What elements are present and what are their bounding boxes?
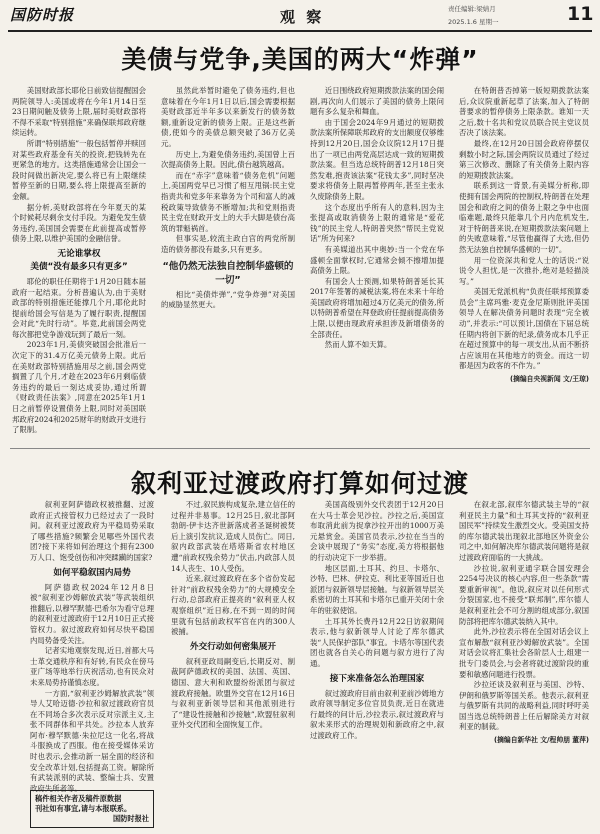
- article1-column-3: [310, 86, 444, 440]
- article1-paragraph: 近日围绕政府短期拨款法案的国会闹剧,再次向人们展示了美国的债务上限问题有多么复杂和舞血。: [310, 86, 444, 117]
- article1-paragraph: 美国无党派机构“负责任联邦预算委员会”主席玛雅·麦克金尼斯则批评美国领导人在解决债务问题时表现“完全被动”,并表示:“可以预计,国债在下届总统任期内将创下新的纪录,债务成本几乎正在超过预算中的每一项支出,从而不断挤占应该用在其他地方的资金。而这一切都是因为政客的不作为。”: [459, 287, 589, 371]
- article1-paragraph: 所谓“特别措施”一般包括暂停并赎回对某些政府基金有关的投资,把钱转先在更紧急的地方。这类措施通常会让国会一段时间做出新决定,要么将已有上限继续暂停至新的日期,要么将上限提高至新的金额。: [12, 138, 146, 201]
- article1-paragraph: 美国财政部长耶伦日前致信提醒国会两院领导人:美国或将在今年1月14日至23日期间触及债务上限,届时美财政部将不得不采取“特别措施”来确保联邦政府继续运转。: [12, 86, 146, 138]
- article2-paragraph: 沙拉说,叙利亚通字联合国安理会2254号决议的核心内容,但一些条款“需要重新审视”。他说,叙应对以任何形式分裂国家,也不接受“联邦制”,库尔德人是叙利亚社会不可分割的组成部分,叙国防部将把库尔德武装纳入其中。: [459, 563, 589, 626]
- article1-paragraph: 而在“赤字”意味着“债务危机”问题上,美国两党早已习惯了相互甩锅:民主党指责共和党多年来靠务为个司和富人的减税政策导致债务不断增加;共和党则指责民主党在财政开支上的大手大脚是债台高筑的罪魁祸首。: [161, 170, 295, 233]
- article1-source-credit: (摘编自央视新闻 文/王琼): [509, 375, 589, 384]
- article2-paragraph: 地区层面,土耳其、约旦、卡塔尔、沙特、巴林、伊拉克、利比亚等国近日也派团与叙新领导层接触。与叙新领导层关系密切的土耳其和卡塔尔已重开关闭十余年的驻叙使馆。: [310, 563, 444, 615]
- article2-paragraph: 美国高级别外交代表团于12月20日在大马士革会见沙拉。沙拉之后,美国宣布取消此前为捉拿沙拉开出的1000万美元悬赏金。美国官员表示,沙拉在当当的会谈中展现了“务实”态度,美方将根据他的行动决定下一步举措。: [310, 500, 444, 562]
- notice-signature: 国防时报社: [113, 814, 149, 823]
- article1-subhead-line-2: 美债“没有最多只有更多”: [30, 261, 128, 272]
- article1-pull-quote: “他仍然无法独自控制华盛顿的一切”: [162, 260, 294, 286]
- article2-paragraph: 阿萨德政权2024年12月8日被“叙利亚沙姆解放武装”等武装组织推翻后,以穆罕默德·巴希尔为看守总理的叙利亚过渡政府于12月10日正式接管权力。叙过渡政府如何尽快平稳国内局势备受关注。: [30, 582, 154, 645]
- article2-subhead-2: 外交行动如何密集展开: [190, 641, 276, 652]
- article1-paragraph: 这个态度出乎所有人的意料,因为主张提高或取消债务上限的通常是“爱花钱”的民主党人,特朗普突然“帮民主党说话”所为何来?: [310, 202, 444, 244]
- article1-column-4: [459, 86, 589, 440]
- article1-paragraph: 然而人算不如天算。: [324, 340, 392, 350]
- article2-subhead-3: 接下来准备怎么治理国家: [329, 673, 425, 684]
- page-number: 11: [567, 3, 594, 25]
- article1-paragraph: 2023年1月,美债突破国会批准后一次定下的31.4万亿美元债务上限。此后在美财政部特别措施用尽之前,国会两党搁置了几个月,才趁在2023年6月剩临债务违约的最后一刻达成妥协,通过所谓《财政责任法案》,同意在2025年1月1日之前暂停设置债务上限,同时对美国联邦政府2024和2025财年的财政开支进行了限制。: [12, 340, 146, 435]
- article2-column-1: [30, 500, 154, 793]
- article1-paragraph: 但事实是,较流主政白宫的两党所制造的债务都没有最多,只有更多。: [161, 234, 295, 254]
- notice-line-2: 刊社如有事宜,请与本报联系。: [35, 804, 132, 813]
- article2-paragraph: 近来,叙过渡政府在多个省份发起针对“前政权残余势力”的大规模安全行动,总部政府正提亮的“叙利亚人权观察组织”近日称,在不到一周的时间里就有包括前政权军官在内的300人被捕。: [171, 574, 295, 637]
- article2-paragraph: 此外,沙拉表示将在全国对话会议上宣布解散“叙利亚沙姆解放武装”。全国对话会议将汇集社会各阶层人士,组建一批专门委员会,与会者将就过渡阶段的重要和敏感问题进行投票。: [459, 627, 589, 679]
- article2-paragraph: 在叙北部,叙库尔德武装主导的“叙利亚民主力量”和土耳其支持的“叙利亚国民军”持续发生激烈交火。受美国支持的库尔德武装出现叙北部地区外资金公司之中,如何解决库尔德武装问题将是叙过渡政府面临的一大挑战。: [459, 500, 589, 562]
- article1-paragraph: 虽然此举暂时避免了债务违约,但也意味着在今年1月1日以后,国会需要根据美财政部近半年多以来新发行的债务数额,重新设定新的债务上限。正是这些新债,使如今的美债总额突破了36万亿美元。: [161, 86, 295, 148]
- article2-column-4: [459, 500, 589, 828]
- article2-source-credit: (摘编自新华社 文/程帅朋 董萍): [494, 736, 589, 745]
- article1-paragraph: 历史上,为避免债务违约,美国曾上百次提高债务上限。因此,债台越筑越高。: [161, 149, 295, 170]
- article2-paragraph: 叙利亚阿萨德政权被推翻、过渡政府正式接管权力已经过去了一段时间。叙利亚过渡政府为平稳局势采取了哪些措施?频繁会见哪些外国代表团?接下来将如何治理这个拥有2300万人口、饱受创伤和冲突蹂躏的国家?: [30, 500, 154, 562]
- article2-paragraph: 不过,叙民族构成复杂,建立信任的过程并非易事。12月25日,叙北部阿勃朗-伊卡达齐世新落成者圣诞树被焚后上演引发抗议,造成人员伤亡。同日,叙内政部武装在塔塔斯省农村地区遭“前政权残余势力”伏击,内政部人员14人丧生、10人受伤。: [171, 500, 295, 573]
- article2-column-2: [171, 500, 295, 828]
- editor-credit: 责任编辑:梁婧月: [448, 5, 496, 13]
- article2-paragraph: 记者实地观察发现,近日,首都大马士革交通秩序和有好转,有民众在傍马亚广场等地举行庆祝活动,也有民众对未来局势持谨慎态度。: [30, 646, 154, 687]
- article1-paragraph: 相比“美债炸弹”,“党争炸弹”对美国的威胁显然更大。: [161, 289, 295, 310]
- notice-line-1: 稿件相关作者及稿件原数据: [35, 794, 122, 803]
- article2-paragraph: 土耳其外长费丹12月22日访叙期间表示,他与叙新领导人讨论了库尔德武装“人民保护部队”事宜。卡塔尔等国代表团也就各自关心的问题与叙方进行了沟通。: [310, 616, 444, 668]
- article1-paragraph: 有美媒道出其中奥妙:当一个党在华盛顿全面掌权时,它通常会倾不擦增加提高债务上限。: [310, 244, 444, 276]
- article1-paragraph: 在特朗普否掉第一版短期拨款法案后,众议院重新起草了法案,加入了特朗普要求的暂停债务上限条款。谁知一天之后,数十名共和党议员联合民主党议员否决了该法案。: [459, 86, 589, 138]
- article2-paragraph: 叙过渡政府目前由叙利亚前沙姆地方政府领导制定多位官员负责,近日在就进行最终的问计后,沙拉表示,叙过渡政府与叙未来形式的治理规划和新政府之中,叙过渡政府工作。: [310, 688, 444, 740]
- page-header: [0, 0, 600, 32]
- header-rule: [8, 30, 592, 32]
- article1-paragraph: 用一位资深共和党人士的话说:“说说令人担忧,是一次推扑,绝对是轻描淡写。”: [459, 255, 589, 286]
- article2-subhead-1: 如何平稳叙国内局势: [53, 567, 131, 578]
- article1-paragraph: 由于国会2024年9月通过的短期拨款法案所保障联邦政府的支出额度仅够维持到12月20日,国会众议院12月17日提出了一项已由两党高层达成一致的短期拨款法案。但当选总统特朗普12月18日突然发难,抱责该法案“花钱太多”,同时坚决要求将债务上限再暂停两年,甚至主张永久废除债务上限。: [310, 117, 444, 201]
- article1-paragraph: 有国会人士预测,如果特朗普延长其2017年签署的减税法案,将在未来十年给美国政府将增加超过4万亿美元的债务,所以特朗普希望在拜登政府任提前提高债务上限,以便由现政府承担涉及新增债务的全部责任。: [310, 276, 444, 339]
- article1-headline: 美债与党争,美国的两大“炸弹”: [121, 45, 479, 74]
- article1-paragraph: 联系到这一背景,有美媒分析称,即使拥有国会两院的控制权,特朗普在处理国会和政府之间的债务上限之争中也面临难题,最终只能靠几个月内危机发生,对于特朗普来说,在短期拨款法案问题上的失败意味着,“尽管他赢得了大选,但仍然无法独自控制华盛顿的一切”。: [459, 181, 589, 254]
- issue-date: 2025.1.6 星期一: [448, 18, 499, 26]
- article1-subhead-1: [12, 248, 146, 274]
- article2-paragraph: 叙利亚政局嗣变后,长期反对、制裁阿萨德政权的美国、法国、英国、德国、意大利和欧盟纷纷派团与叙过渡政府接触。欧盟外交官在12月16日与叙利亚新领导层和其他派别进行了“建设性接触和沙接触”,欧盟驻叙利亚外交代团和全面恢复工作。: [171, 656, 295, 730]
- article1-paragraph: 据分析,美财政部将在今年夏天的某个时候耗尽剩余支付手段。为避免发生债务违约,美国国会需要在此前提高或暂停债务上限,以维护美国的金融信誉。: [12, 202, 146, 244]
- article1-column-1: [12, 86, 146, 440]
- newspaper-logo: 国防时报: [10, 6, 75, 24]
- copyright-notice-box: [30, 790, 154, 828]
- article-divider: [10, 448, 590, 449]
- article1-subhead-line-1: 无论谁掌权: [57, 248, 101, 259]
- section-name: 观 察: [280, 8, 325, 26]
- article1-column-2: [161, 86, 295, 440]
- article2-headline: 叙利亚过渡政府打算如何过渡: [130, 469, 469, 498]
- article2-paragraph: 一方面,“叙利亚沙姆解放武装”领导人艾哈迈德·沙拉和叙过渡政府官员在不同场合多次表示反对宗派主义,主张不同群体和平共处。沙拉本人放弃阿布·穆罕默德·朱拉尼这一化名,将战斗服换成了西服。他在接受媒体采访时也表示,会推动新一届全面的经济和安全改革计划,包括提高工资。解除所有武装派别的武装、整编士兵、安置政府失所者等。: [30, 688, 154, 793]
- article1-paragraph: 最终,在12月20日国会政府停摆仅剩数小时之际,国会两院议员通过了经过第三次修改、删除了有关债务上限内容的短期拨款法案。: [459, 138, 589, 180]
- article1-paragraph: 耶伦的职任任期将于1月20日随本届政府一起结束。分析普遍认为,由于美财政部的特别措施还能撑几个月,耶伦此时提前给国会写信是为了履行职责,提醒国会对此“先时行动”。毕竟,此前国会两党每次都把党争游戏玩到了最后一刻。: [12, 276, 146, 339]
- article2-paragraph: 沙拉还谈及叙利亚与美国、沙特、伊朗和俄罗斯等国关系。他表示,叙利亚与俄罗斯有共同的战略利益,同时呼吁美国当选总统特朗普上任后解除美方对叙利亚的制裁。: [459, 680, 589, 732]
- article2-column-3: [310, 500, 444, 828]
